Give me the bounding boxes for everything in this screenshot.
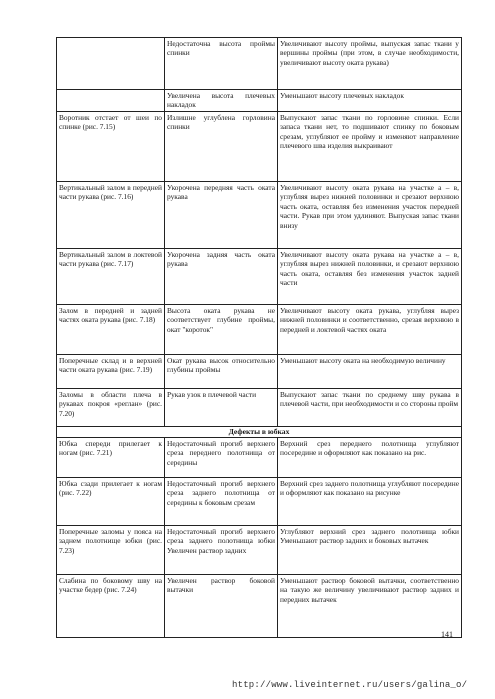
defect-cell bbox=[57, 38, 165, 90]
defect-cell: Залом в передней и задней частях оката рукава (рис. 7.18) bbox=[57, 305, 165, 355]
remedy-cell: Увеличивают высоту оката рукава, углубляя вырез нижней половинки и соответственно, срезая верхнюю в передней и локтевой частях оката bbox=[278, 305, 462, 355]
table-row bbox=[57, 389, 462, 427]
defect-cell: Поперечные склад и в верхней части оката рукава (рис. 7.19) bbox=[57, 355, 165, 389]
table-row bbox=[57, 355, 462, 389]
defects-table bbox=[56, 37, 462, 638]
table-row bbox=[57, 90, 462, 112]
remedy-cell: Уменьшают высоту плечевых накладок bbox=[278, 90, 462, 112]
remedy-cell: Увеличивают высоту оката рукава на участке а – в, углубляя вырез нижней половинки и срезают верхнюю часть оката, оставляя без изменения участок передней части. Рукав при этом удлиняют. Выпуская запас ткани внизу bbox=[278, 182, 462, 249]
table-row bbox=[57, 575, 462, 638]
cause-cell: Недостаточный прогиб верхнего среза переднего полотнища от середины bbox=[165, 438, 278, 478]
cause-cell: Высота оката рукава не соответствует глубине проймы, окат "короток" bbox=[165, 305, 278, 355]
defect-cell: Вертикальный залом в локтевой части рукава (рис. 7.17) bbox=[57, 249, 165, 305]
defect-cell: Воротник отстает от шеи по спинке (рис. 7.15) bbox=[57, 112, 165, 182]
remedy-cell: Уменьшают высоту оката на необходимую величину bbox=[278, 355, 462, 389]
cause-cell: Излишне углублена горловина спинки bbox=[165, 112, 278, 182]
table-row bbox=[57, 112, 462, 182]
defect-cell: Заломы в области плеча в рукавах покроя «реглан» (рис. 7.20) bbox=[57, 389, 165, 427]
defect-cell: Слабина по боковому шву на участке бедер (рис. 7.24) bbox=[57, 575, 165, 638]
remedy-cell: Выпускают запас ткани по горловине спинки. Если запаса ткани нет, то подшивают спинку по боковым срезам, углубляют ее пройму и изменяют направление плечевого шва изделия выкраивают bbox=[278, 112, 462, 182]
page-number: 141 bbox=[441, 630, 453, 639]
cause-cell: Окат рукава высок относительно глубины проймы bbox=[165, 355, 278, 389]
defect-cell bbox=[57, 90, 165, 112]
cause-cell: Недостаточный прогиб верхнего среза заднего полотнища юбки Увеличен раствор задних bbox=[165, 526, 278, 575]
cause-cell: Недостаточна высота проймы спинки bbox=[165, 38, 278, 90]
cause-cell: Укорочена передняя часть оката рукава bbox=[165, 182, 278, 249]
remedy-cell: Верхний срез переднего полотнища углубляют посередине и оформляют как показано на рис. bbox=[278, 438, 462, 478]
section-title: Дефекты в юбках bbox=[57, 427, 462, 438]
defect-cell: Юбка спереди прилегает к ногам (рис. 7.21) bbox=[57, 438, 165, 478]
table-row bbox=[57, 478, 462, 526]
table-row bbox=[57, 438, 462, 478]
cause-cell: Укорочена задняя часть оката рукава bbox=[165, 249, 278, 305]
cause-cell: Увеличена высота плечевых накладок bbox=[165, 90, 278, 112]
remedy-cell: Верхний срез заднего полотнища углубляют посередине и оформляют как показано на рисунке bbox=[278, 478, 462, 526]
cause-cell: Недостаточный прогиб верхнего среза заднего полотнища от середины к боковым срезам bbox=[165, 478, 278, 526]
remedy-cell: Выпускают запас ткани по среднему шву рукава в плечевой части, при необходимости и со стороны пройм bbox=[278, 389, 462, 427]
table-row bbox=[57, 38, 462, 90]
remedy-cell: Уменьшают раствор боковой вытачки, соответственно на такую же величину увеличивают раствор задних и передних вытачек bbox=[278, 575, 462, 638]
cause-cell: Рукав узок в плечевой части bbox=[165, 389, 278, 427]
section-header-row bbox=[57, 427, 462, 438]
table-row bbox=[57, 526, 462, 575]
table-row bbox=[57, 182, 462, 249]
defect-cell: Вертикальный залом в передней части рукава (рис. 7.16) bbox=[57, 182, 165, 249]
cause-cell: Увеличен раствор боковой вытачки bbox=[165, 575, 278, 638]
table-row bbox=[57, 249, 462, 305]
table-row bbox=[57, 305, 462, 355]
defect-cell: Юбка сзади прилегает к ногам (рис. 7.22) bbox=[57, 478, 165, 526]
defect-cell: Поперечные заломы у пояса на заднем полотнище юбки (рис. 7.23) bbox=[57, 526, 165, 575]
remedy-cell: Углубляют верхний срез заднего полотнища юбки Уменьшают раствор задних и боковых вытачек bbox=[278, 526, 462, 575]
remedy-cell: Увеличивают высоту проймы, выпуская запас ткани у вершины проймы (при этом, в случае необходимости, увеличивают высоту оката рукава) bbox=[278, 38, 462, 90]
watermark-url: http://www.liveinternet.ru/users/galina_o/ bbox=[232, 680, 468, 690]
remedy-cell: Увеличивают высоту оката рукава на участке а – в, углубляя вырез нижней половинки, и срезают верхнюю часть оката, оставляя без изменения участок задней части bbox=[278, 249, 462, 305]
